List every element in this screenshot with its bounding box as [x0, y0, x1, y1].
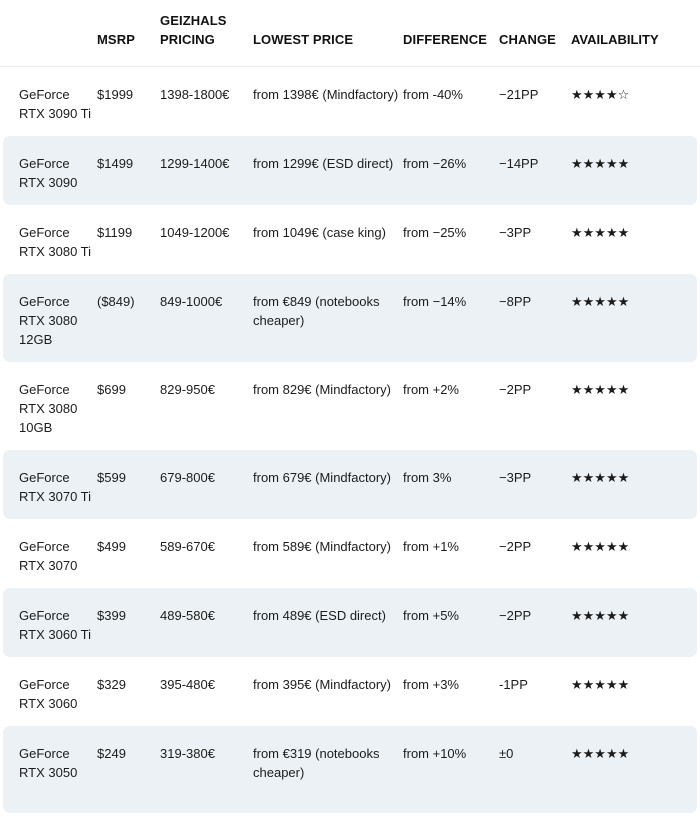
availability-stars: ★★★★★ — [571, 608, 630, 623]
gpu-name: GeForce RTX 3060 — [19, 677, 78, 711]
lowest-price: from 1398€ (Mindfactory) — [253, 87, 399, 102]
table-row — [3, 274, 697, 362]
difference-value: from −25% — [403, 225, 467, 240]
header-availability: AVAILABILITY — [571, 32, 659, 47]
msrp-value: $699 — [97, 382, 126, 397]
change-value: −3PP — [499, 225, 532, 240]
availability-stars: ★★★★★ — [571, 539, 630, 554]
difference-value: from 3% — [403, 470, 452, 485]
header-difference: DIFFERENCE — [403, 32, 488, 47]
geizhals-range: 1398-1800€ — [160, 87, 230, 102]
msrp-value: $1999 — [97, 87, 134, 102]
geizhals-range: 319-380€ — [160, 746, 215, 761]
difference-value: from +5% — [403, 608, 459, 623]
availability-stars: ★★★★★ — [571, 746, 630, 761]
availability-stars: ★★★★★ — [571, 156, 630, 171]
geizhals-range: 849-1000€ — [160, 294, 223, 309]
header-lowest-price: LOWEST PRICE — [253, 32, 354, 47]
availability-stars: ★★★★☆ — [571, 87, 630, 102]
gpu-name: GeForce RTX 3050 — [19, 746, 78, 780]
lowest-price: from 1049€ (case king) — [253, 225, 386, 240]
gpu-name: GeForce RTX 3080 10GB — [19, 382, 78, 435]
change-value: −21PP — [499, 87, 539, 102]
difference-value: from +1% — [403, 539, 459, 554]
table-row — [3, 136, 697, 205]
difference-value: from +10% — [403, 746, 467, 761]
table-row — [3, 362, 697, 450]
geizhals-range: 489-580€ — [160, 608, 215, 623]
header-change: CHANGE — [499, 32, 556, 47]
availability-stars: ★★★★★ — [571, 677, 630, 692]
availability-stars: ★★★★★ — [571, 294, 630, 309]
availability-stars: ★★★★★ — [571, 225, 630, 240]
gpu-name: GeForce RTX 3060 Ti — [19, 608, 92, 642]
lowest-price: from 589€ (Mindfactory) — [253, 539, 391, 554]
change-value: −3PP — [499, 470, 532, 485]
msrp-value: ($849) — [97, 294, 135, 309]
msrp-value: $499 — [97, 539, 126, 554]
change-value: ±0 — [499, 746, 514, 761]
msrp-value: $1199 — [97, 225, 133, 240]
difference-value: from −14% — [403, 294, 467, 309]
lowest-price: from 489€ (ESD direct) — [253, 608, 386, 623]
table-row — [3, 519, 697, 588]
change-value: −2PP — [499, 608, 532, 623]
availability-stars: ★★★★★ — [571, 382, 630, 397]
change-value: −14PP — [499, 156, 539, 171]
lowest-price: from €319 (notebooks cheaper) — [253, 746, 380, 780]
gpu-name: GeForce RTX 3090 Ti — [19, 87, 92, 121]
gpu-name: GeForce RTX 3080 Ti — [19, 225, 92, 259]
table-row — [3, 726, 697, 813]
geizhals-range: 829-950€ — [160, 382, 215, 397]
lowest-price: from 829€ (Mindfactory) — [253, 382, 391, 397]
msrp-value: $249 — [97, 746, 126, 761]
change-value: −2PP — [499, 382, 532, 397]
difference-value: from −26% — [403, 156, 467, 171]
change-value: −8PP — [499, 294, 532, 309]
table-row — [3, 450, 697, 519]
lowest-price: from 679€ (Mindfactory) — [253, 470, 391, 485]
difference-value: from -40% — [403, 87, 463, 102]
difference-value: from +2% — [403, 382, 459, 397]
change-value: -1PP — [499, 677, 528, 692]
gpu-name: GeForce RTX 3070 — [19, 539, 78, 573]
table-row — [3, 657, 697, 726]
table-header — [0, 0, 700, 67]
difference-value: from +3% — [403, 677, 459, 692]
header-geizhals: GEIZHALS PRICING — [160, 13, 227, 47]
gpu-name: GeForce RTX 3070 Ti — [19, 470, 92, 504]
geizhals-range: 1049-1200€ — [160, 225, 230, 240]
msrp-value: $1499 — [97, 156, 134, 171]
lowest-price: from 1299€ (ESD direct) — [253, 156, 394, 171]
table-row — [3, 588, 697, 657]
gpu-name: GeForce RTX 3080 12GB — [19, 294, 78, 347]
geizhals-range: 679-800€ — [160, 470, 215, 485]
msrp-value: $399 — [97, 608, 126, 623]
msrp-value: $329 — [97, 677, 126, 692]
change-value: −2PP — [499, 539, 532, 554]
table-row — [3, 67, 697, 136]
availability-stars: ★★★★★ — [571, 470, 630, 485]
lowest-price: from €849 (notebooks cheaper) — [253, 294, 380, 328]
geizhals-range: 1299-1400€ — [160, 156, 230, 171]
lowest-price: from 395€ (Mindfactory) — [253, 677, 391, 692]
msrp-value: $599 — [97, 470, 126, 485]
header-msrp: MSRP — [97, 32, 135, 47]
geizhals-range: 395-480€ — [160, 677, 215, 692]
geizhals-range: 589-670€ — [160, 539, 215, 554]
gpu-name: GeForce RTX 3090 — [19, 156, 78, 190]
table-row — [3, 205, 697, 274]
header-name — [0, 49, 97, 66]
